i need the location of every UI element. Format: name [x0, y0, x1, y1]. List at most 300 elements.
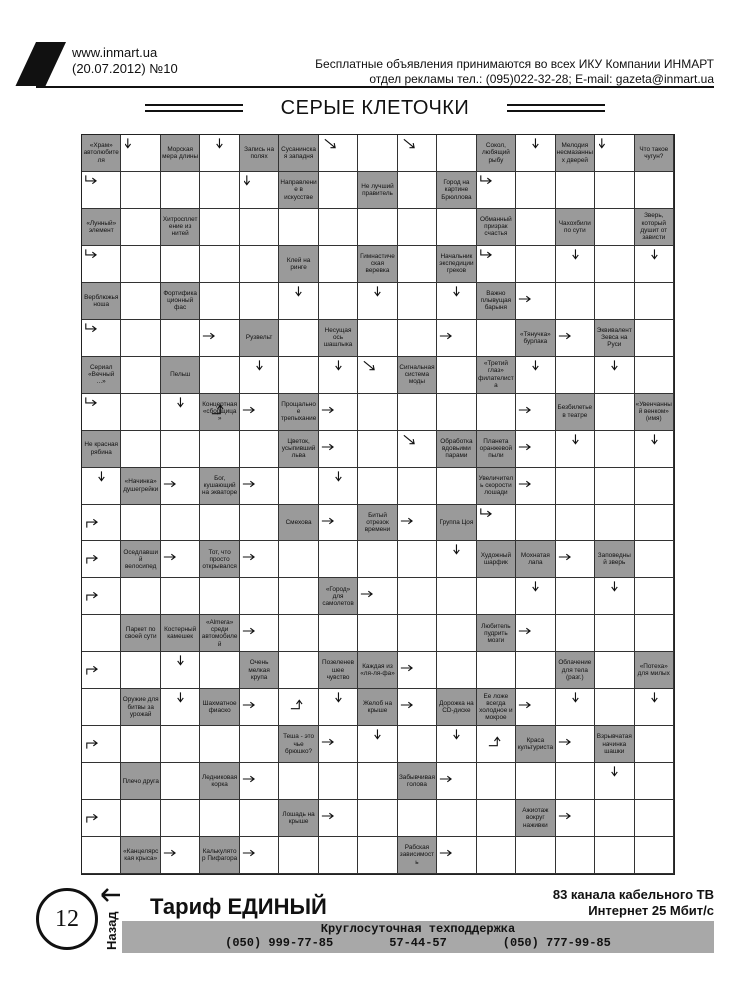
arrow-icon: [370, 728, 384, 740]
answer-cell[interactable]: [516, 246, 555, 283]
answer-cell[interactable]: [437, 394, 476, 431]
answer-cell[interactable]: [556, 578, 595, 615]
answer-cell[interactable]: [556, 468, 595, 505]
support-label: Круглосуточная техподдержка: [320, 922, 516, 936]
clue-cell: [279, 505, 318, 542]
arrow-icon: [399, 515, 413, 527]
answer-cell[interactable]: [121, 209, 160, 246]
answer-cell[interactable]: [82, 763, 121, 800]
answer-cell[interactable]: [358, 763, 397, 800]
answer-cell[interactable]: [635, 172, 674, 209]
answer-cell[interactable]: [477, 394, 516, 431]
answer-cell[interactable]: [437, 357, 476, 394]
clue-text: Несущая ось шашлыка: [323, 326, 353, 349]
answer-cell[interactable]: [121, 246, 160, 283]
phone-3[interactable]: (050) 777-99-85: [502, 936, 611, 950]
answer-cell[interactable]: [635, 837, 674, 874]
answer-cell[interactable]: [200, 135, 239, 172]
answer-cell[interactable]: [319, 468, 358, 505]
answer-cell[interactable]: [398, 431, 437, 468]
answer-cell[interactable]: [635, 431, 674, 468]
answer-cell[interactable]: [595, 689, 634, 726]
answer-cell[interactable]: [240, 615, 279, 652]
arrow-icon: [517, 404, 531, 416]
answer-cell[interactable]: [398, 394, 437, 431]
answer-cell[interactable]: [240, 689, 279, 726]
answer-cell[interactable]: [319, 209, 358, 246]
clue-cell: [200, 468, 239, 505]
answer-cell[interactable]: [319, 246, 358, 283]
answer-cell[interactable]: [437, 468, 476, 505]
answer-cell[interactable]: [121, 357, 160, 394]
answer-cell[interactable]: [240, 172, 279, 209]
arrow-icon: [83, 396, 97, 408]
clue-cell: [121, 837, 160, 874]
answer-cell[interactable]: [200, 246, 239, 283]
answer-cell[interactable]: [595, 837, 634, 874]
answer-cell[interactable]: [556, 763, 595, 800]
clue-cell: [279, 172, 318, 209]
phone-2[interactable]: 57-44-57: [389, 936, 447, 950]
answer-cell[interactable]: [319, 394, 358, 431]
arrow-icon: [162, 478, 176, 490]
clue-text: Пельш: [170, 371, 191, 379]
answer-cell[interactable]: [595, 209, 634, 246]
clue-text: «Город» для самолетов: [322, 585, 354, 607]
answer-cell[interactable]: [437, 763, 476, 800]
answer-cell[interactable]: [516, 431, 555, 468]
clue-cell: [240, 320, 279, 357]
answer-cell[interactable]: [200, 800, 239, 837]
answer-cell[interactable]: [437, 541, 476, 578]
answer-cell[interactable]: [398, 320, 437, 357]
answer-cell[interactable]: [82, 615, 121, 652]
phone-1[interactable]: (050) 999-77-85: [225, 936, 334, 950]
answer-cell[interactable]: [279, 541, 318, 578]
answer-cell[interactable]: [635, 357, 674, 394]
answer-cell[interactable]: [556, 615, 595, 652]
answer-cell[interactable]: [200, 357, 239, 394]
answer-cell[interactable]: [279, 283, 318, 320]
answer-cell[interactable]: [398, 135, 437, 172]
answer-cell[interactable]: [319, 689, 358, 726]
answer-cell[interactable]: [319, 357, 358, 394]
answer-cell[interactable]: [516, 172, 555, 209]
answer-cell[interactable]: [200, 283, 239, 320]
answer-cell[interactable]: [595, 468, 634, 505]
clue-cell: [477, 135, 516, 172]
answer-cell[interactable]: [398, 689, 437, 726]
answer-cell[interactable]: [200, 431, 239, 468]
answer-cell[interactable]: [398, 172, 437, 209]
answer-cell[interactable]: [398, 541, 437, 578]
answer-cell[interactable]: [279, 578, 318, 615]
answer-cell[interactable]: [121, 652, 160, 689]
answer-cell[interactable]: [358, 135, 397, 172]
answer-cell[interactable]: [595, 505, 634, 542]
arrow-icon: [399, 662, 413, 674]
answer-cell[interactable]: [161, 505, 200, 542]
answer-cell[interactable]: [516, 468, 555, 505]
answer-cell[interactable]: [477, 320, 516, 357]
answer-cell[interactable]: [240, 246, 279, 283]
answer-cell[interactable]: [358, 726, 397, 763]
arrow-icon: [568, 691, 582, 703]
answer-cell[interactable]: [358, 283, 397, 320]
answer-cell[interactable]: [358, 578, 397, 615]
answer-cell[interactable]: [477, 837, 516, 874]
answer-cell[interactable]: [319, 800, 358, 837]
answer-cell[interactable]: [556, 800, 595, 837]
answer-cell[interactable]: [398, 246, 437, 283]
clue-cell: [477, 431, 516, 468]
answer-cell[interactable]: [279, 357, 318, 394]
answer-cell[interactable]: [358, 320, 397, 357]
answer-cell[interactable]: [516, 652, 555, 689]
answer-cell[interactable]: [161, 431, 200, 468]
answer-cell[interactable]: [437, 578, 476, 615]
answer-cell[interactable]: [556, 505, 595, 542]
answer-cell[interactable]: [279, 763, 318, 800]
clue-cell: [477, 615, 516, 652]
answer-cell[interactable]: [200, 209, 239, 246]
answer-cell[interactable]: [82, 837, 121, 874]
clue-text: Фортификационный фас: [163, 289, 197, 312]
answer-cell[interactable]: [121, 800, 160, 837]
answer-cell[interactable]: [240, 800, 279, 837]
answer-cell[interactable]: [161, 578, 200, 615]
tariff-ad: [122, 885, 714, 955]
answer-cell[interactable]: [319, 837, 358, 874]
answer-cell[interactable]: [556, 837, 595, 874]
answer-cell[interactable]: [319, 763, 358, 800]
answer-cell[interactable]: [121, 320, 160, 357]
answer-cell[interactable]: [477, 763, 516, 800]
answer-cell[interactable]: [358, 209, 397, 246]
answer-cell[interactable]: [279, 615, 318, 652]
answer-cell[interactable]: [437, 652, 476, 689]
answer-cell[interactable]: [398, 615, 437, 652]
answer-cell[interactable]: [437, 283, 476, 320]
answer-cell[interactable]: [358, 615, 397, 652]
clue-text: «Потеха» для милых: [637, 663, 670, 678]
answer-cell[interactable]: [240, 763, 279, 800]
answer-cell[interactable]: [477, 800, 516, 837]
clue-text: Очень мелкая крупа: [248, 659, 270, 681]
answer-cell[interactable]: [82, 652, 121, 689]
answer-cell[interactable]: [516, 578, 555, 615]
answer-cell[interactable]: [121, 283, 160, 320]
answer-cell[interactable]: [240, 431, 279, 468]
answer-cell[interactable]: [161, 320, 200, 357]
answer-cell[interactable]: [240, 357, 279, 394]
clue-text: «Лунный» элемент: [86, 219, 117, 234]
answer-cell[interactable]: [595, 357, 634, 394]
answer-cell[interactable]: [595, 394, 634, 431]
answer-cell[interactable]: [556, 172, 595, 209]
answer-cell[interactable]: [161, 689, 200, 726]
answer-cell[interactable]: [595, 283, 634, 320]
answer-cell[interactable]: [635, 320, 674, 357]
answer-cell[interactable]: [635, 246, 674, 283]
arrow-icon: [438, 773, 452, 785]
arrow-icon: [517, 478, 531, 490]
answer-cell[interactable]: [635, 689, 674, 726]
answer-cell[interactable]: [398, 283, 437, 320]
tariff-feature-internet: Интернет 25 Мбит/с: [588, 903, 714, 918]
clue-cell: [437, 505, 476, 542]
answer-cell[interactable]: [161, 726, 200, 763]
answer-cell[interactable]: [161, 763, 200, 800]
clue-cell: [121, 763, 160, 800]
ads-info-line2: отдел рекламы тел.: (095)022-32-28; E-mail: gazeta@inmart.ua: [369, 72, 714, 86]
answer-cell[interactable]: [516, 505, 555, 542]
answer-cell[interactable]: [319, 505, 358, 542]
answer-cell[interactable]: [437, 837, 476, 874]
clue-text: Взрывчатая начинка шашки: [596, 733, 632, 755]
answer-cell[interactable]: [279, 689, 318, 726]
tariff-title: Тариф ЕДИНЫЙ: [150, 894, 327, 919]
answer-cell[interactable]: [82, 505, 121, 542]
answer-cell[interactable]: [358, 394, 397, 431]
answer-cell[interactable]: [437, 209, 476, 246]
answer-cell[interactable]: [556, 283, 595, 320]
answer-cell[interactable]: [477, 172, 516, 209]
clue-text: Костерный камешек: [164, 626, 197, 641]
answer-cell[interactable]: [240, 468, 279, 505]
answer-cell[interactable]: [161, 246, 200, 283]
clue-text: Бог, кушающий на экваторе: [202, 474, 238, 497]
clue-text: Верблюжья ноша: [84, 293, 119, 308]
clue-text: Калькулятор Пифагора: [202, 847, 238, 863]
answer-cell[interactable]: [319, 726, 358, 763]
back-arrow-icon[interactable]: [100, 887, 122, 903]
clue-cell: [635, 135, 674, 172]
answer-cell[interactable]: [516, 837, 555, 874]
answer-cell[interactable]: [398, 505, 437, 542]
answer-cell[interactable]: [635, 726, 674, 763]
answer-cell[interactable]: [82, 726, 121, 763]
answer-cell[interactable]: [82, 172, 121, 209]
answer-cell[interactable]: [82, 320, 121, 357]
answer-cell[interactable]: [240, 209, 279, 246]
answer-cell[interactable]: [635, 505, 674, 542]
answer-cell[interactable]: [82, 246, 121, 283]
answer-cell[interactable]: [121, 505, 160, 542]
answer-cell[interactable]: [516, 689, 555, 726]
answer-cell[interactable]: [635, 541, 674, 578]
answer-cell[interactable]: [516, 357, 555, 394]
answer-cell[interactable]: [82, 689, 121, 726]
answer-cell[interactable]: [82, 394, 121, 431]
answer-cell[interactable]: [635, 283, 674, 320]
answer-cell[interactable]: [556, 541, 595, 578]
answer-cell[interactable]: [240, 578, 279, 615]
answer-cell[interactable]: [240, 505, 279, 542]
clue-text: Увеличитель скорости лошади: [478, 474, 514, 497]
clue-cell: [200, 615, 239, 652]
answer-cell[interactable]: [161, 652, 200, 689]
support-phones: [122, 936, 714, 950]
answer-cell[interactable]: [398, 468, 437, 505]
answer-cell[interactable]: [595, 431, 634, 468]
arrow-icon: [241, 404, 255, 416]
header-logo-bar: [15, 42, 66, 86]
answer-cell[interactable]: [477, 652, 516, 689]
clue-text: Любитель пудрить мозги: [481, 622, 511, 644]
answer-cell[interactable]: [358, 357, 397, 394]
answer-cell[interactable]: [398, 726, 437, 763]
answer-cell[interactable]: [635, 578, 674, 615]
clue-cell: [161, 615, 200, 652]
clue-cell: [121, 541, 160, 578]
answer-cell[interactable]: [279, 652, 318, 689]
answer-cell[interactable]: [556, 357, 595, 394]
clue-text: Паркет по своей сути: [124, 626, 157, 641]
clue-text: «Канцелярская крыса»: [123, 847, 159, 863]
answer-cell[interactable]: [279, 468, 318, 505]
answer-cell[interactable]: [595, 172, 634, 209]
answer-cell[interactable]: [240, 541, 279, 578]
answer-cell[interactable]: [279, 837, 318, 874]
answer-cell[interactable]: [161, 800, 200, 837]
answer-cell[interactable]: [595, 763, 634, 800]
answer-cell[interactable]: [279, 320, 318, 357]
clue-text: Обманный призрак счастья: [480, 216, 512, 238]
arrow-icon: [607, 359, 621, 371]
clue-cell: [82, 357, 121, 394]
answer-cell[interactable]: [595, 578, 634, 615]
clue-cell: [635, 652, 674, 689]
answer-cell[interactable]: [437, 800, 476, 837]
answer-cell[interactable]: [161, 541, 200, 578]
answer-cell[interactable]: [200, 505, 239, 542]
arrow-icon: [528, 359, 542, 371]
ads-info-line1: Бесплатные объявления принимаются во всех ИКУ Компании ИНМАРТ: [315, 57, 714, 71]
answer-cell[interactable]: [358, 541, 397, 578]
answer-cell[interactable]: [477, 505, 516, 542]
answer-cell[interactable]: [121, 726, 160, 763]
answer-cell[interactable]: [635, 800, 674, 837]
answer-cell[interactable]: [398, 652, 437, 689]
answer-cell[interactable]: [121, 394, 160, 431]
answer-cell[interactable]: [200, 726, 239, 763]
answer-cell[interactable]: [82, 578, 121, 615]
answer-cell[interactable]: [437, 615, 476, 652]
answer-cell[interactable]: [398, 578, 437, 615]
arrow-icon: [449, 728, 463, 740]
arrow-icon: [173, 691, 187, 703]
answer-cell[interactable]: [556, 726, 595, 763]
answer-cell[interactable]: [556, 246, 595, 283]
page-number: 12: [36, 888, 98, 950]
answer-cell[interactable]: [398, 209, 437, 246]
answer-cell[interactable]: [240, 394, 279, 431]
clue-text: Сигнальная система моды: [399, 363, 435, 386]
answer-cell[interactable]: [516, 763, 555, 800]
answer-cell[interactable]: [516, 209, 555, 246]
answer-cell[interactable]: [635, 468, 674, 505]
answer-cell[interactable]: [121, 172, 160, 209]
back-link[interactable]: Назад: [104, 911, 119, 951]
answer-cell[interactable]: [200, 652, 239, 689]
answer-cell[interactable]: [319, 135, 358, 172]
answer-cell[interactable]: [319, 541, 358, 578]
clue-cell: [200, 763, 239, 800]
arrow-icon: [241, 551, 255, 563]
answer-cell[interactable]: [595, 246, 634, 283]
answer-cell[interactable]: [437, 135, 476, 172]
answer-cell[interactable]: [556, 431, 595, 468]
site-url[interactable]: www.inmart.ua: [72, 45, 158, 60]
answer-cell[interactable]: [595, 800, 634, 837]
answer-cell[interactable]: [240, 726, 279, 763]
answer-cell[interactable]: [240, 837, 279, 874]
answer-cell[interactable]: [82, 541, 121, 578]
answer-cell[interactable]: [635, 615, 674, 652]
answer-cell[interactable]: [556, 320, 595, 357]
arrow-icon: [84, 517, 98, 529]
answer-cell[interactable]: [358, 431, 397, 468]
answer-cell[interactable]: [200, 172, 239, 209]
answer-cell[interactable]: [82, 468, 121, 505]
answer-cell[interactable]: [121, 135, 160, 172]
answer-cell[interactable]: [477, 578, 516, 615]
answer-cell[interactable]: [319, 431, 358, 468]
answer-cell[interactable]: [398, 800, 437, 837]
arrow-icon: [438, 330, 452, 342]
answer-cell[interactable]: [200, 320, 239, 357]
answer-cell[interactable]: [161, 394, 200, 431]
answer-cell[interactable]: [161, 837, 200, 874]
answer-cell[interactable]: [358, 837, 397, 874]
answer-cell[interactable]: [516, 135, 555, 172]
clue-text: Мелодия несмазанных дверей: [556, 142, 593, 164]
answer-cell[interactable]: [161, 172, 200, 209]
answer-cell[interactable]: [595, 652, 634, 689]
answer-cell[interactable]: [437, 726, 476, 763]
answer-cell[interactable]: [161, 468, 200, 505]
answer-cell[interactable]: [319, 283, 358, 320]
clue-text: Группа Цоя: [439, 518, 474, 526]
answer-cell[interactable]: [437, 320, 476, 357]
answer-cell[interactable]: [477, 246, 516, 283]
answer-cell[interactable]: [358, 800, 397, 837]
answer-cell[interactable]: [595, 615, 634, 652]
answer-cell[interactable]: [200, 578, 239, 615]
answer-cell[interactable]: [516, 615, 555, 652]
arrow-icon: [162, 847, 176, 859]
answer-cell[interactable]: [516, 394, 555, 431]
answer-cell[interactable]: [595, 135, 634, 172]
answer-cell[interactable]: [516, 283, 555, 320]
clue-text: Каждая из «ля-ля-фа»: [360, 663, 395, 678]
answer-cell[interactable]: [635, 763, 674, 800]
arrow-icon: [83, 248, 97, 260]
tariff-feature-tv: 83 канала кабельного ТВ: [552, 887, 714, 902]
answer-cell[interactable]: [240, 283, 279, 320]
answer-cell[interactable]: [477, 726, 516, 763]
answer-cell[interactable]: [556, 689, 595, 726]
answer-cell[interactable]: [121, 431, 160, 468]
answer-cell[interactable]: [279, 209, 318, 246]
answer-cell[interactable]: [319, 615, 358, 652]
clue-text: Цветок, усыпивший льва: [281, 437, 316, 460]
answer-cell[interactable]: [121, 578, 160, 615]
answer-cell[interactable]: [82, 800, 121, 837]
answer-cell[interactable]: [358, 468, 397, 505]
answer-cell[interactable]: [319, 172, 358, 209]
